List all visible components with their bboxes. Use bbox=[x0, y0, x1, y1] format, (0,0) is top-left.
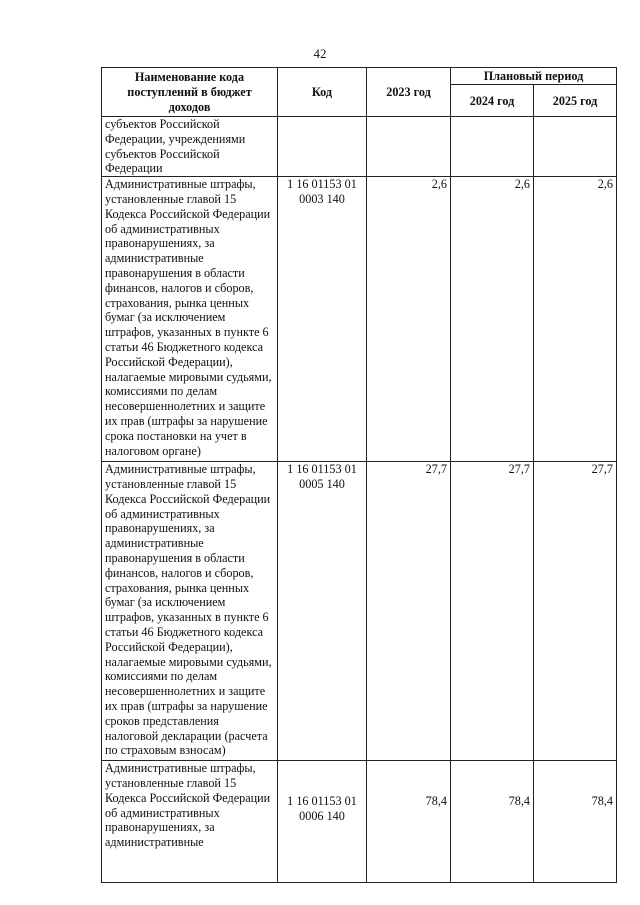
revenue-code-cell: 1 16 01153 01 0006 140 bbox=[278, 761, 367, 883]
header-code: Код bbox=[278, 68, 367, 117]
value-2023-cell bbox=[367, 117, 451, 177]
value-2025-cell: 2,6 bbox=[534, 177, 617, 462]
header-revenue-name: Наименование кода поступлений в бюджет доходов bbox=[102, 68, 278, 117]
value-2024-cell: 78,4 bbox=[451, 761, 534, 883]
value-2025-cell bbox=[534, 117, 617, 177]
revenue-code-cell: 1 16 01153 01 0003 140 bbox=[278, 177, 367, 462]
value-2024-cell: 2,6 bbox=[451, 177, 534, 462]
value-2023-cell: 27,7 bbox=[367, 462, 451, 761]
value-2025-cell: 78,4 bbox=[534, 761, 617, 883]
revenue-code-cell bbox=[278, 117, 367, 177]
revenue-name-cell: Административные штрафы, установленные главой 15 Кодекса Российской Федерации об административных правонарушениях, за административные правонарушения в области финансов, налогов и сборов, страхования, рынка ценных бумаг (за исключением штрафов, указанных в пункте 6 статьи 46 Бюджетного кодекса Российской Федерации), налагаемые мировыми судьями, комиссиями по делам несовершеннолетних и защите их прав (штрафы за нарушение сроков представления налоговой декларации (расчета по страховым взносам) bbox=[102, 462, 278, 761]
header-planning-period: Плановый период bbox=[451, 68, 617, 85]
table-row bbox=[102, 117, 617, 177]
value-2025-cell: 27,7 bbox=[534, 462, 617, 761]
revenue-name-cell: Административные штрафы, установленные главой 15 Кодекса Российской Федерации об административных правонарушениях, за административные правонарушения в области финансов, налогов и сборов, страхования, рынка ценных бумаг (за исключением штрафов, указанных в пункте 6 статьи 46 Бюджетного кодекса Российской Федерации), налагаемые мировыми судьями, комиссиями по делам несовершеннолетних и защите их прав (штрафы за нарушение срока постановки на учет в налоговом органе) bbox=[102, 177, 278, 462]
page-number: 42 bbox=[313, 46, 327, 61]
revenue-name-cell: Административные штрафы, установленные главой 15 Кодекса Российской Федерации об административных правонарушениях, за административные bbox=[102, 761, 278, 883]
table-row bbox=[102, 177, 617, 462]
table-row bbox=[102, 761, 617, 883]
table-row bbox=[102, 462, 617, 761]
header-year-2023: 2023 год bbox=[367, 68, 451, 117]
value-2023-cell: 2,6 bbox=[367, 177, 451, 462]
header-year-2025: 2025 год bbox=[534, 85, 617, 117]
revenue-name-cell: субъектов Российской Федерации, учреждениями субъектов Российской Федерации bbox=[102, 117, 278, 177]
header-year-2024: 2024 год bbox=[451, 85, 534, 117]
value-2024-cell: 27,7 bbox=[451, 462, 534, 761]
revenue-code-cell: 1 16 01153 01 0005 140 bbox=[278, 462, 367, 761]
value-2023-cell: 78,4 bbox=[367, 761, 451, 883]
revenue-table bbox=[101, 67, 617, 883]
value-2024-cell bbox=[451, 117, 534, 177]
